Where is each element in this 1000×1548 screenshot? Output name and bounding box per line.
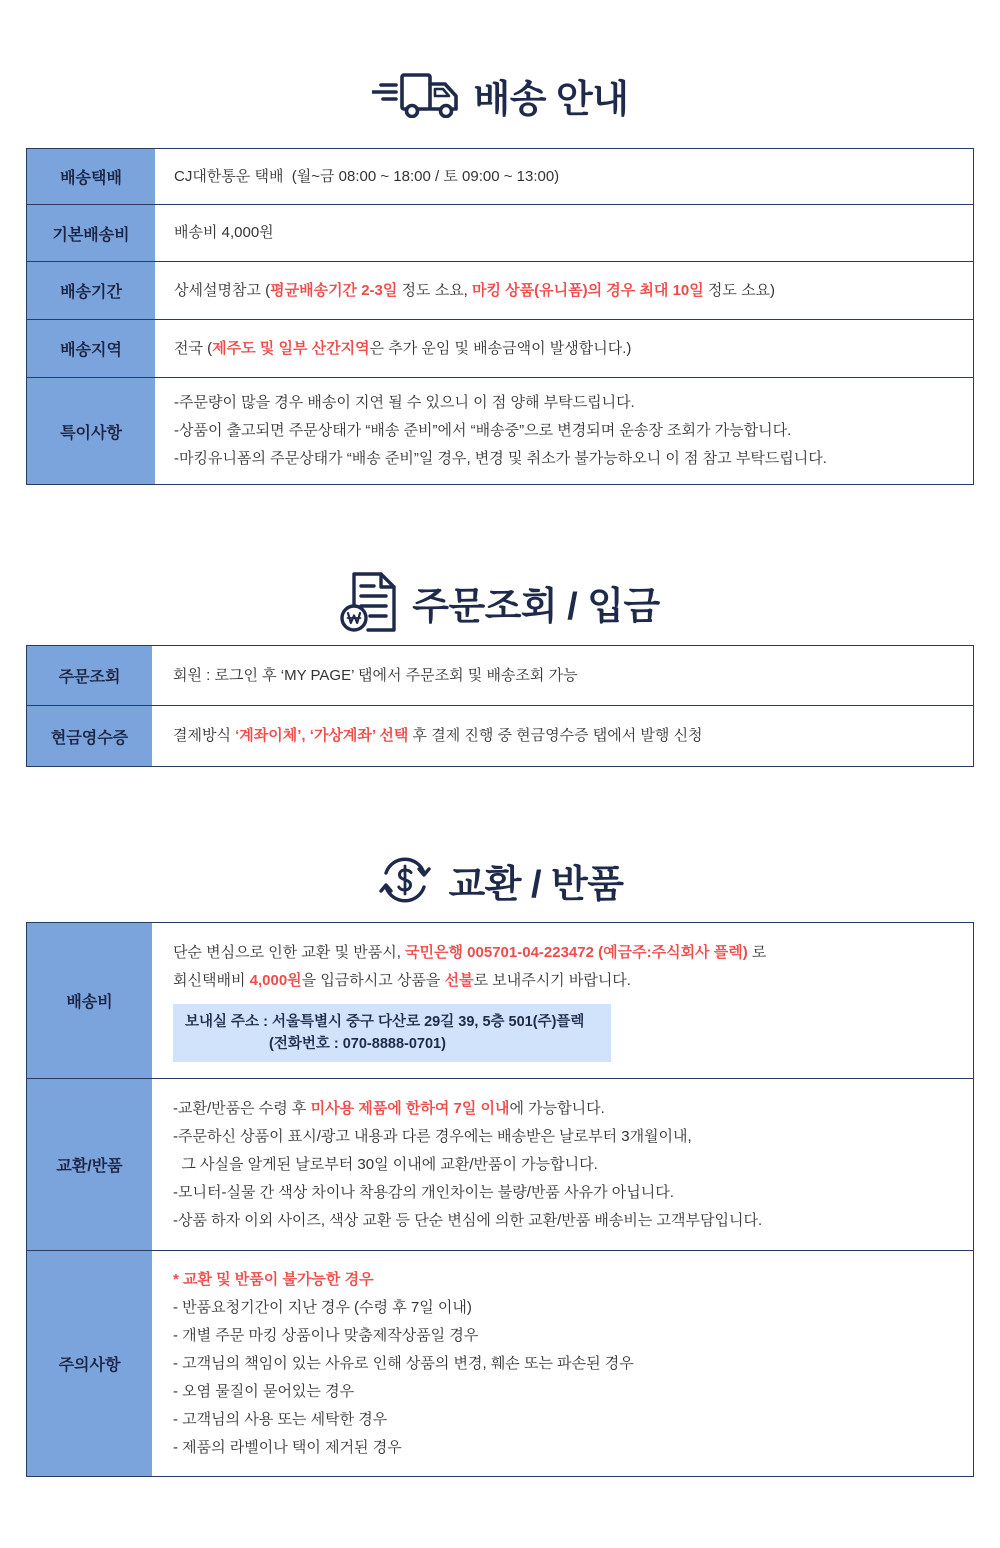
text-segment: 후 결제 진행 중 현금영수증 탭에서 발행 신청 (408, 727, 703, 744)
row-label: 현금영수증 (27, 706, 152, 766)
highlight-text: 선불 (444, 972, 474, 989)
shipping-row-courier (27, 149, 973, 205)
text-segment: 결제방식 (173, 727, 236, 744)
highlight-text: 제주도 및 일부 산간지역 (212, 339, 370, 357)
text-segment: 전국 ( (174, 339, 213, 357)
value-line (173, 722, 703, 750)
highlight-text: 미사용 제품에 한하여 7일 이내 (310, 1099, 510, 1117)
row-label: 배송지역 (27, 320, 155, 377)
exchange-row-caution (27, 1251, 973, 1476)
text-segment: 로 보내주시기 바랍니다. (473, 972, 631, 989)
row-label: 기본배송비 (27, 205, 155, 261)
row-label: 배송택배 (27, 149, 155, 204)
row-value (155, 320, 973, 377)
order-info-table (26, 645, 974, 767)
highlight-text: ‘계좌이체’, ‘가상계좌’ 선택 (235, 727, 409, 744)
order-section-header (0, 570, 1000, 634)
text-segment: 은 추가 운임 및 배송금액이 발생합니다.) (369, 339, 632, 357)
row-value (155, 205, 973, 261)
bank-account-text: 국민은행 005701-04-223472 (예금주:주식회사 플렉) (405, 944, 748, 961)
exchange-row-policy (27, 1079, 973, 1251)
value-line: -주문하신 상품이 표시/광고 내용과 다른 경우에는 배송받은 날로부터 3개월이내, (173, 1127, 692, 1145)
value-line (173, 967, 631, 995)
row-label: 배송기간 (27, 262, 155, 319)
text-segment: 정도 소요) (703, 281, 776, 299)
text-segment: 에 가능합니다. (509, 1099, 605, 1117)
text-segment: 로 (747, 944, 767, 961)
value-line: -상품이 출고되면 주문상태가 “배송 준비”에서 “배송중”으로 변경되며 운송장 조회가 가능합니다. (174, 422, 792, 439)
return-address-box (173, 1004, 611, 1062)
shipping-row-period (27, 262, 973, 320)
value-line (174, 277, 775, 305)
value-line (173, 1095, 605, 1123)
exchange-section-title: 교환 / 반품 (448, 863, 624, 906)
exchange-row-shipping-fee (27, 923, 973, 1079)
return-phone: (전화번호 : 070-8888-0701) (269, 1036, 446, 1052)
exchange-section-header (0, 848, 1000, 912)
row-value (152, 923, 973, 1078)
value-line: - 고객님의 책임이 있는 사유로 인해 상품의 변경, 훼손 또는 파손된 경우 (173, 1354, 634, 1372)
text-segment: 정도 소요, (397, 281, 473, 299)
row-label: 특이사항 (27, 378, 155, 484)
shipping-row-notes (27, 378, 973, 484)
value-line: CJ대한통운 택배 (월~금 08:00 ~ 18:00 / 토 09:00 ~ 13:00) (174, 167, 560, 185)
return-address: 보내실 주소 : 서울특별시 중구 다산로 29길 39, 5층 501(주)플렉 (185, 1014, 585, 1030)
highlight-text: 평균배송기간 2-3일 (270, 281, 398, 299)
row-label: 주의사항 (27, 1251, 152, 1476)
row-value (155, 262, 973, 319)
shipping-row-base-fee (27, 205, 973, 262)
exchange-info-table (26, 922, 974, 1477)
row-value (155, 378, 973, 484)
row-value (152, 1079, 973, 1250)
row-value (155, 149, 973, 204)
value-line: -모니터-실물 간 색상 차이나 착용감의 개인차이는 불량/반품 사유가 아닙니다. (173, 1183, 674, 1201)
row-value (152, 1251, 973, 1476)
value-line: -상품 하자 이외 사이즈, 색상 교환 등 단순 변심에 의한 교환/반품 배송비는 고객부담입니다. (173, 1211, 763, 1229)
order-section-title: 주문조회 / 입금 (412, 585, 660, 628)
value-line (174, 335, 631, 363)
value-line: -마킹유니폼의 주문상태가 “배송 준비”일 경우, 변경 및 취소가 불가능하오니 이 점 참고 부탁드립니다. (174, 450, 827, 467)
text-segment: 상세설명참고 ( (174, 281, 271, 299)
row-value (152, 706, 973, 766)
value-line: 배송비 4,000원 (174, 224, 274, 241)
shipping-section-header (0, 63, 1000, 127)
row-label: 주문조회 (27, 646, 152, 705)
value-line (173, 939, 766, 967)
value-line: 그 사실을 알게된 날로부터 30일 이내에 교환/반품이 가능합니다. (173, 1155, 598, 1173)
value-line: - 반품요청기간이 지난 경우 (수령 후 7일 이내) (173, 1298, 472, 1316)
text-segment: 을 입금하시고 상품을 (301, 972, 445, 989)
text-segment: 회신택배비 (173, 972, 250, 989)
shipping-row-region (27, 320, 973, 378)
value-line: - 제품의 라벨이나 택이 제거된 경우 (173, 1438, 402, 1456)
value-line: -주문량이 많을 경우 배송이 지연 될 수 있으니 이 점 양해 부탁드립니다. (174, 394, 635, 411)
highlight-text: 4,000원 (249, 972, 302, 989)
dollar-exchange-icon (376, 853, 434, 907)
shipping-section-title: 배송 안내 (473, 78, 629, 121)
truck-icon (372, 72, 460, 118)
shipping-info-table (26, 148, 974, 485)
document-won-icon (340, 571, 398, 633)
value-line: - 개별 주문 마킹 상품이나 맞춤제작상품일 경우 (173, 1326, 479, 1344)
order-row-lookup (27, 646, 973, 706)
value-line: - 오염 물질이 묻어있는 경우 (173, 1382, 355, 1400)
highlight-text: 마킹 상품(유니폼)의 경우 최대 10일 (472, 281, 704, 299)
caution-heading: * 교환 및 반품이 불가능한 경우 (173, 1270, 374, 1288)
value-line: 회원 : 로그인 후 ‘MY PAGE’ 탭에서 주문조회 및 배송조회 가능 (173, 666, 578, 684)
text-segment: -교환/반품은 수령 후 (173, 1099, 311, 1117)
text-segment: 단순 변심으로 인한 교환 및 반품시, (173, 944, 406, 961)
row-label: 교환/반품 (27, 1079, 152, 1250)
row-value (152, 646, 973, 705)
row-label: 배송비 (27, 923, 152, 1078)
value-line: - 고객님의 사용 또는 세탁한 경우 (173, 1410, 388, 1428)
order-row-cash-receipt (27, 706, 973, 766)
